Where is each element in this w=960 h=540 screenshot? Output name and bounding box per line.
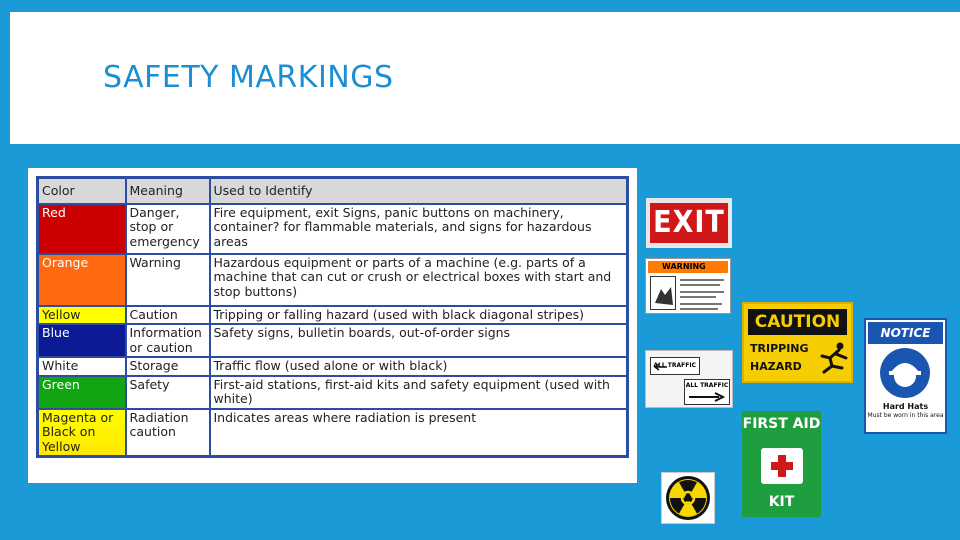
header-color: Color xyxy=(38,178,126,204)
warning-sign-header: WARNING xyxy=(648,261,728,273)
header-used-to-identify: Used to Identify xyxy=(210,178,628,204)
tripping-person-icon xyxy=(818,340,850,376)
color-cell-blue: Blue xyxy=(38,324,126,357)
meaning-cell: Storage xyxy=(126,357,210,376)
notice-hard-hats-sign xyxy=(864,318,947,434)
caution-tripping-hazard-sign xyxy=(742,302,853,383)
used-cell: Hazardous equipment or parts of a machine (e.g. parts of a machine that can cut or crush or electrical boxes with start and stop buttons) xyxy=(210,254,628,306)
used-cell: Tripping or falling hazard (used with black diagonal stripes) xyxy=(210,306,628,325)
caution-sign-line1: TRIPPING xyxy=(750,342,809,355)
color-cell-magenta: Magenta or Black on Yellow xyxy=(38,409,126,457)
table-row xyxy=(38,324,628,357)
notice-sign-line2: Must be worn in this area xyxy=(867,412,944,419)
table-row xyxy=(38,409,628,457)
slide-title: SAFETY MARKINGS xyxy=(103,60,394,95)
exit-sign xyxy=(646,198,732,248)
color-cell-green: Green xyxy=(38,376,126,409)
color-cell-white: White xyxy=(38,357,126,376)
caution-sign-line2: HAZARD xyxy=(750,360,802,373)
meaning-cell: Caution xyxy=(126,306,210,325)
used-cell: Safety signs, bulletin boards, out-of-order signs xyxy=(210,324,628,357)
used-cell: Fire equipment, exit Signs, panic buttons on machinery, container? for flammable materials, and signs for hazardous areas xyxy=(210,204,628,254)
used-cell: First-aid stations, first-aid kits and safety equipment (used with white) xyxy=(210,376,628,409)
notice-sign-header: NOTICE xyxy=(868,322,943,344)
exit-sign-text: EXIT xyxy=(650,203,728,243)
meaning-cell: Warning xyxy=(126,254,210,306)
header-meaning: Meaning xyxy=(126,178,210,204)
color-cell-yellow: Yellow xyxy=(38,306,126,325)
all-traffic-signs xyxy=(645,350,733,408)
arrow-left-icon xyxy=(654,363,668,371)
table-row xyxy=(38,204,628,254)
color-cell-red: Red xyxy=(38,204,126,254)
color-cell-orange: Orange xyxy=(38,254,126,306)
used-cell: Traffic flow (used alone or with black) xyxy=(210,357,628,376)
table-row xyxy=(38,376,628,409)
table-row xyxy=(38,357,628,376)
traffic-sign-left: ALL TRAFFIC xyxy=(650,357,700,375)
notice-sign-line1: Hard Hats xyxy=(882,402,929,411)
radiation-sign xyxy=(661,472,715,524)
table-header-row xyxy=(38,178,628,204)
radiation-trefoil-icon xyxy=(662,473,714,523)
meaning-cell: Danger, stop or emergency xyxy=(126,204,210,254)
warning-sign xyxy=(645,258,731,314)
meaning-cell: Safety xyxy=(126,376,210,409)
arrow-right-icon xyxy=(687,392,727,402)
hand-crush-icon xyxy=(650,276,676,310)
safety-color-table-frame xyxy=(28,168,637,483)
first-aid-sign-header: FIRST AID xyxy=(742,416,821,432)
meaning-cell: Information or caution xyxy=(126,324,210,357)
caution-sign-header: CAUTION xyxy=(748,309,847,335)
medical-cross-icon xyxy=(761,448,803,484)
table-row xyxy=(38,306,628,325)
safety-color-table xyxy=(36,176,629,458)
used-cell: Indicates areas where radiation is present xyxy=(210,409,628,457)
first-aid-sign-footer: KIT xyxy=(768,494,795,510)
first-aid-kit-sign xyxy=(742,411,821,517)
traffic-sign-right-text: ALL TRAFFIC xyxy=(685,382,729,389)
traffic-sign-right xyxy=(684,379,730,405)
meaning-cell: Radiation caution xyxy=(126,409,210,457)
hard-hat-icon xyxy=(880,348,930,398)
table-row xyxy=(38,254,628,306)
